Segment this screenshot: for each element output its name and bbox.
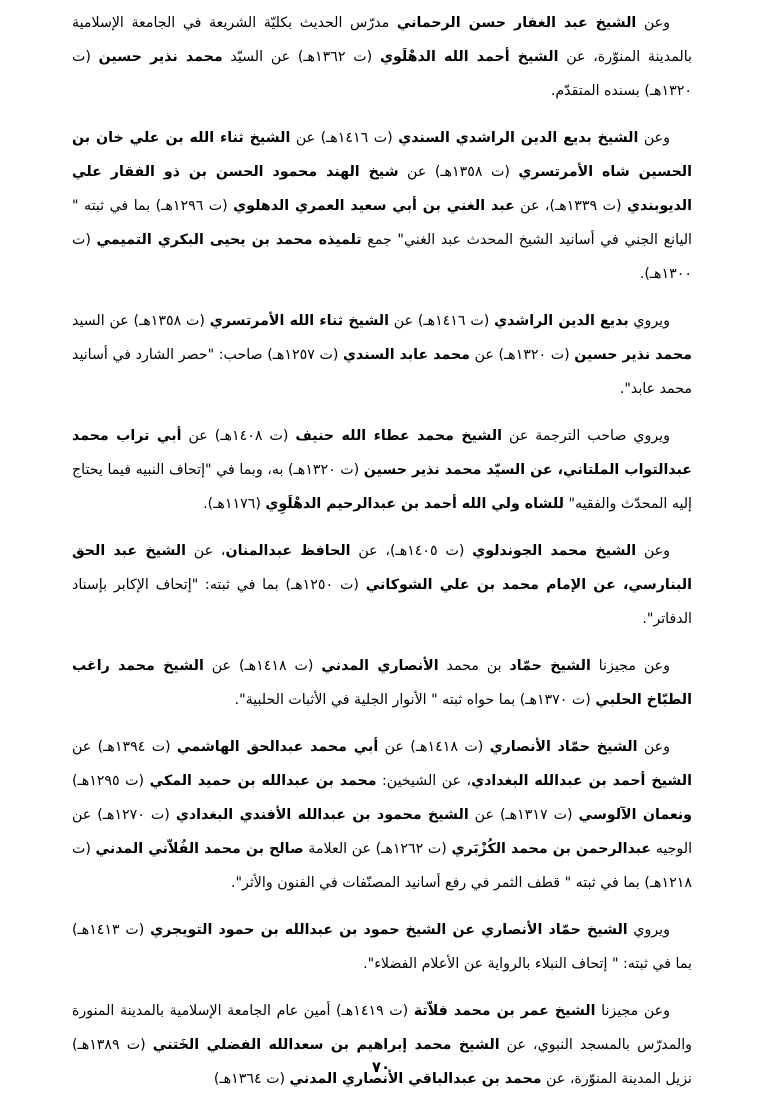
text-segment: (ت ١٤٠٥هـ)، عن (350, 543, 473, 559)
text-segment: ويروي صاحب الترجمة عن (501, 428, 670, 444)
text-segment: (ت ١٤١٨هـ) عن (378, 739, 490, 755)
bold-name-segment: محمد نذير حسين (574, 347, 692, 363)
text-paragraph (72, 419, 692, 521)
text-segment: (ت ١٣٥٨هـ) عن السيد (72, 313, 210, 329)
text-segment: ، عن (186, 543, 226, 559)
bold-name-segment: الشيخ محمد راغب الطبّاخ الحلبي (72, 658, 692, 708)
text-segment: (ت ١٤٠٨هـ) عن (181, 428, 296, 444)
text-segment: (ت ١٣٢٠هـ) به، وبما في "إتحاف النبيه فيما يحتاج إليه المحدّث والفقيه" (72, 462, 692, 512)
bold-name-segment: محمد بن عبدالباقي الأنصاري المدني (289, 1071, 542, 1087)
bold-name-segment: للشاه ولي الله أحمد بن عبدالرحيم الدهْلَوِي (265, 496, 564, 512)
text-segment: ويروي (627, 922, 670, 938)
text-segment: ويروي (628, 313, 670, 329)
bold-name-segment: عبد الغني بن أبي سعيد العمري الدهلوي (233, 198, 515, 214)
text-segment: (ت ١٣٠٠هـ). (72, 232, 692, 282)
bold-name-segment: بديع الدين الراشدي (494, 313, 629, 329)
bold-name-segment: محمد بن عبدالله بن حميد المكي (149, 773, 377, 789)
text-segment: (ت ١٣٧٠هـ) بما حواه ثبته " الأنوار الجلية في الأثبات الحلبية". (234, 692, 596, 708)
bold-name-segment: صالح بن محمد الفُلاّني المدني (95, 841, 304, 857)
bold-name-segment: الشيخ محمد الجوندلوي (472, 543, 637, 559)
text-segment: (ت ١٣٢٠هـ) عن (469, 347, 575, 363)
text-segment: وعن (638, 130, 670, 146)
text-segment: (ت ١٤١٨هـ) عن (203, 658, 322, 674)
text-segment: ، عن الشيخين: (376, 773, 472, 789)
text-paragraph (72, 121, 692, 291)
bold-name-segment: الشيخ أحمد بن عبدالله البغدادي (471, 773, 692, 789)
text-segment: (ت ١٣٢٠هـ) بسنده المتقدّم. (72, 49, 692, 99)
bold-name-segment: محمد نذير حسين (98, 49, 223, 65)
bold-name-segment: الشيخ محمد إبراهيم بن سعدالله الفضلي الخَتني (152, 1037, 500, 1053)
text-segment: (ت ١٣٩٤هـ) عن (72, 739, 177, 755)
text-segment: وعن مجيزنا (590, 658, 670, 674)
bold-name-segment: أبي محمد عبدالحق الهاشمي (176, 739, 379, 755)
text-paragraph (72, 994, 692, 1096)
bold-name-segment: الشيخ محمود بن عبدالله الأفندي البغدادي (175, 807, 469, 823)
text-segment: (ت ١٤١٦هـ) عن (290, 130, 399, 146)
bold-name-segment: الشيخ حمّاد الأنصاري عن الشيخ حمود بن عبدالله بن حمود التويجري (150, 922, 628, 938)
bold-name-segment: الشيخ بديع الدين الراشدي السندي (398, 130, 639, 146)
text-segment: (ت ١٤١٦هـ) عن (389, 313, 495, 329)
text-segment: (ت ١٢٧٠هـ) عن الوجيه (72, 807, 693, 857)
bold-name-segment: عبدالرحمن بن محمد الكُزْبَري (451, 841, 652, 857)
text-paragraph (72, 649, 692, 717)
bold-name-segment: الشيخ محمد عطاء الله حنيف (295, 428, 502, 444)
text-segment: (١١٧٦هـ). (203, 496, 266, 512)
text-paragraph (72, 304, 692, 406)
text-segment: (ت ١٤١٣هـ) بما في ثبته: " إتحاف النبلاء بالرواية عن الأعلام الفضلاء". (72, 922, 692, 972)
text-segment: (ت ١٢٥٠هـ) بما في ثبته: "إتحاف الإكابر بإسناد الدفاتر". (72, 577, 692, 627)
text-segment: (ت ١٣٦٤هـ) (213, 1071, 290, 1087)
text-segment: وعن مجيزنا (595, 1003, 670, 1019)
page-number: ٧٠ (371, 1058, 391, 1076)
bold-name-segment: الشيخ عمر بن محمد فلاّتة (413, 1003, 596, 1019)
text-segment: (ت ١٢٥٧هـ) صاحب: "حصر الشارد في أسانيد محمد عابد". (72, 347, 692, 397)
bold-name-segment: الشيخ أحمد الله الدهْلَوي (379, 49, 559, 65)
bold-name-segment: الحافظ عبدالمنان (225, 543, 351, 559)
bold-name-segment: الأنصاري المدني (321, 658, 439, 674)
bold-name-segment: الشيخ عبد الغفار حسن الرحماني (396, 15, 637, 31)
bold-name-segment: الشيخ حمّاد (509, 658, 591, 674)
body-text (72, 6, 692, 1096)
text-segment: (ت ١٣٥٨هـ) عن (398, 164, 519, 180)
text-segment: (ت ١٢٩٥هـ) (72, 773, 150, 789)
text-segment: بن محمد (438, 658, 510, 674)
text-segment: مدرّس الحديث بكليّة الشريعة في الجامعة الإسلامية بالمدينة المنوّرة، عن (72, 15, 692, 65)
text-segment: (ت ١٣٨٩هـ) نزيل المدينة المنوّرة، عن (72, 1037, 692, 1087)
bold-name-segment: الشيخ ثناء الله بن علي خان بن الحسين شاه الأمرتسري (72, 130, 692, 180)
text-segment: (ت ١٣٣٩هـ)، عن (514, 198, 628, 214)
text-segment: (ت ١٣٦٢هـ) عن السيّد (222, 49, 380, 65)
text-segment: وعن (636, 543, 671, 559)
bold-name-segment: ونعمان الآلوسي (578, 807, 692, 823)
text-paragraph (72, 730, 692, 900)
bold-name-segment: الشيخ عبد الحق البنارسي، عن الإمام محمد بن علي الشوكاني (72, 543, 692, 593)
text-paragraph (72, 534, 692, 636)
text-segment: وعن (637, 739, 670, 755)
text-segment: (ت ١٢٦٢هـ) عن العلامة (303, 841, 452, 857)
text-segment: (ت ١٤١٩هـ) أمين عام الجامعة الإسلامية بالمدينة المنورة والمدرّس بالمسجد النبوي، عن (72, 1003, 693, 1053)
bold-name-segment: الشيخ حمّاد الأنصاري (489, 739, 638, 755)
bold-name-segment: محمد عابد السندي (343, 347, 470, 363)
bold-name-segment: أبي تراب محمد عبدالتواب الملتاني، عن السيّد محمد نذير حسين (72, 428, 692, 478)
text-segment: (ت ١٢١٨هـ) بما في ثبته " قطف الثمر في رفع أسانيد المصنّفات في الفنون والأثر". (72, 841, 692, 891)
text-segment: (ت ١٢٩٦هـ) بما في ثبته " اليانع الجني في أسانيد الشيخ المحدث عبد الغني" جمع (72, 198, 692, 248)
bold-name-segment: شيخ الهند محمود الحسن بن ذو الفقار علي الديوبندي (72, 164, 692, 214)
text-paragraph (72, 6, 692, 108)
text-segment: (ت ١٣١٧هـ) عن (468, 807, 579, 823)
bold-name-segment: تلميذه محمد بن يحيى البكري التميمي (96, 232, 362, 248)
text-paragraph (72, 913, 692, 981)
bold-name-segment: الشيخ ثناء الله الأمرتسري (209, 313, 389, 329)
text-segment: وعن (636, 15, 670, 31)
